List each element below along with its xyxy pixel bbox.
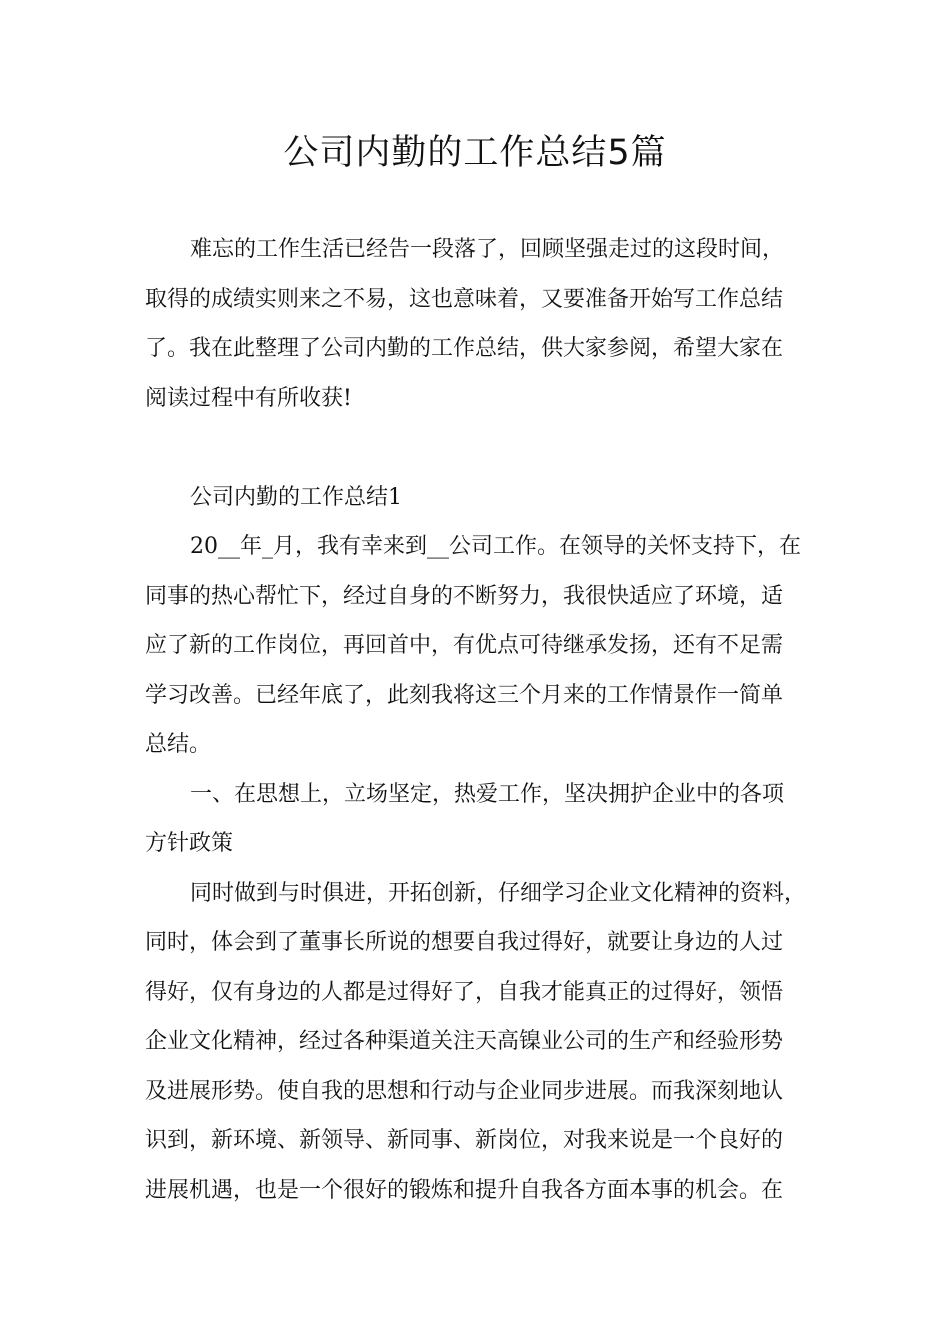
paragraph-line: 企业文化精神，经过各种渠道关注天高镍业公司的生产和经验形势	[145, 1029, 784, 1054]
intro-line: 取得的成绩实则来之不易，这也意味着，又要准备开始写工作总结	[145, 286, 784, 312]
point-heading-line: 方针政策	[145, 831, 234, 856]
intro-line: 了。我在此整理了公司内勤的工作总结，供大家参阅，希望大家在	[145, 336, 784, 361]
paragraph-line: 识到，新环境、新领导、新同事、新岗位，对我来说是一个良好的	[145, 1128, 784, 1153]
paragraph-line: 及进展形势。使自我的思想和行动与企业同步进展。而我深刻地认	[145, 1078, 784, 1104]
section-heading: 公司内勤的工作总结1	[190, 484, 402, 510]
intro-line: 阅读过程中有所收获!	[145, 385, 352, 411]
paragraph-spacer	[145, 423, 810, 473]
paragraph-line: 20__年_月，我有幸来到__公司工作。在领导的关怀支持下，在	[190, 534, 801, 559]
paragraph-line: 得好，仅有身边的人都是过得好了，自我才能真正的过得好，领悟	[145, 979, 784, 1005]
paragraph-line: 进展机遇，也是一个很好的锻炼和提升自我各方面本事的机会。在	[145, 1177, 784, 1203]
document-title: 公司内勤的工作总结5篇	[283, 133, 667, 173]
intro-line: 难忘的工作生活已经告一段落了，回顾坚强走过的这段时间，	[190, 237, 785, 262]
paragraph-line: 同时做到与时俱进，开拓创新，仔细学习企业文化精神的资料，	[190, 880, 807, 906]
point-heading-line: 一、在思想上，立场坚定，热爱工作，坚决拥护企业中的各项	[190, 781, 785, 807]
paragraph-line: 同事的热心帮忙下，经过自身的不断努力，我很快适应了环境，适	[145, 583, 784, 609]
document-body	[145, 225, 810, 1215]
paragraph-line: 同时，体会到了董事长所说的想要自我过得好，就要让身边的人过	[145, 930, 784, 955]
paragraph-line: 应了新的工作岗位，再回首中，有优点可待继承发扬，还有不足需	[145, 633, 784, 658]
paragraph-line: 学习改善。已经年底了，此刻我将这三个月来的工作情景作一简单	[145, 682, 784, 708]
paragraph-line: 总结。	[145, 732, 212, 757]
